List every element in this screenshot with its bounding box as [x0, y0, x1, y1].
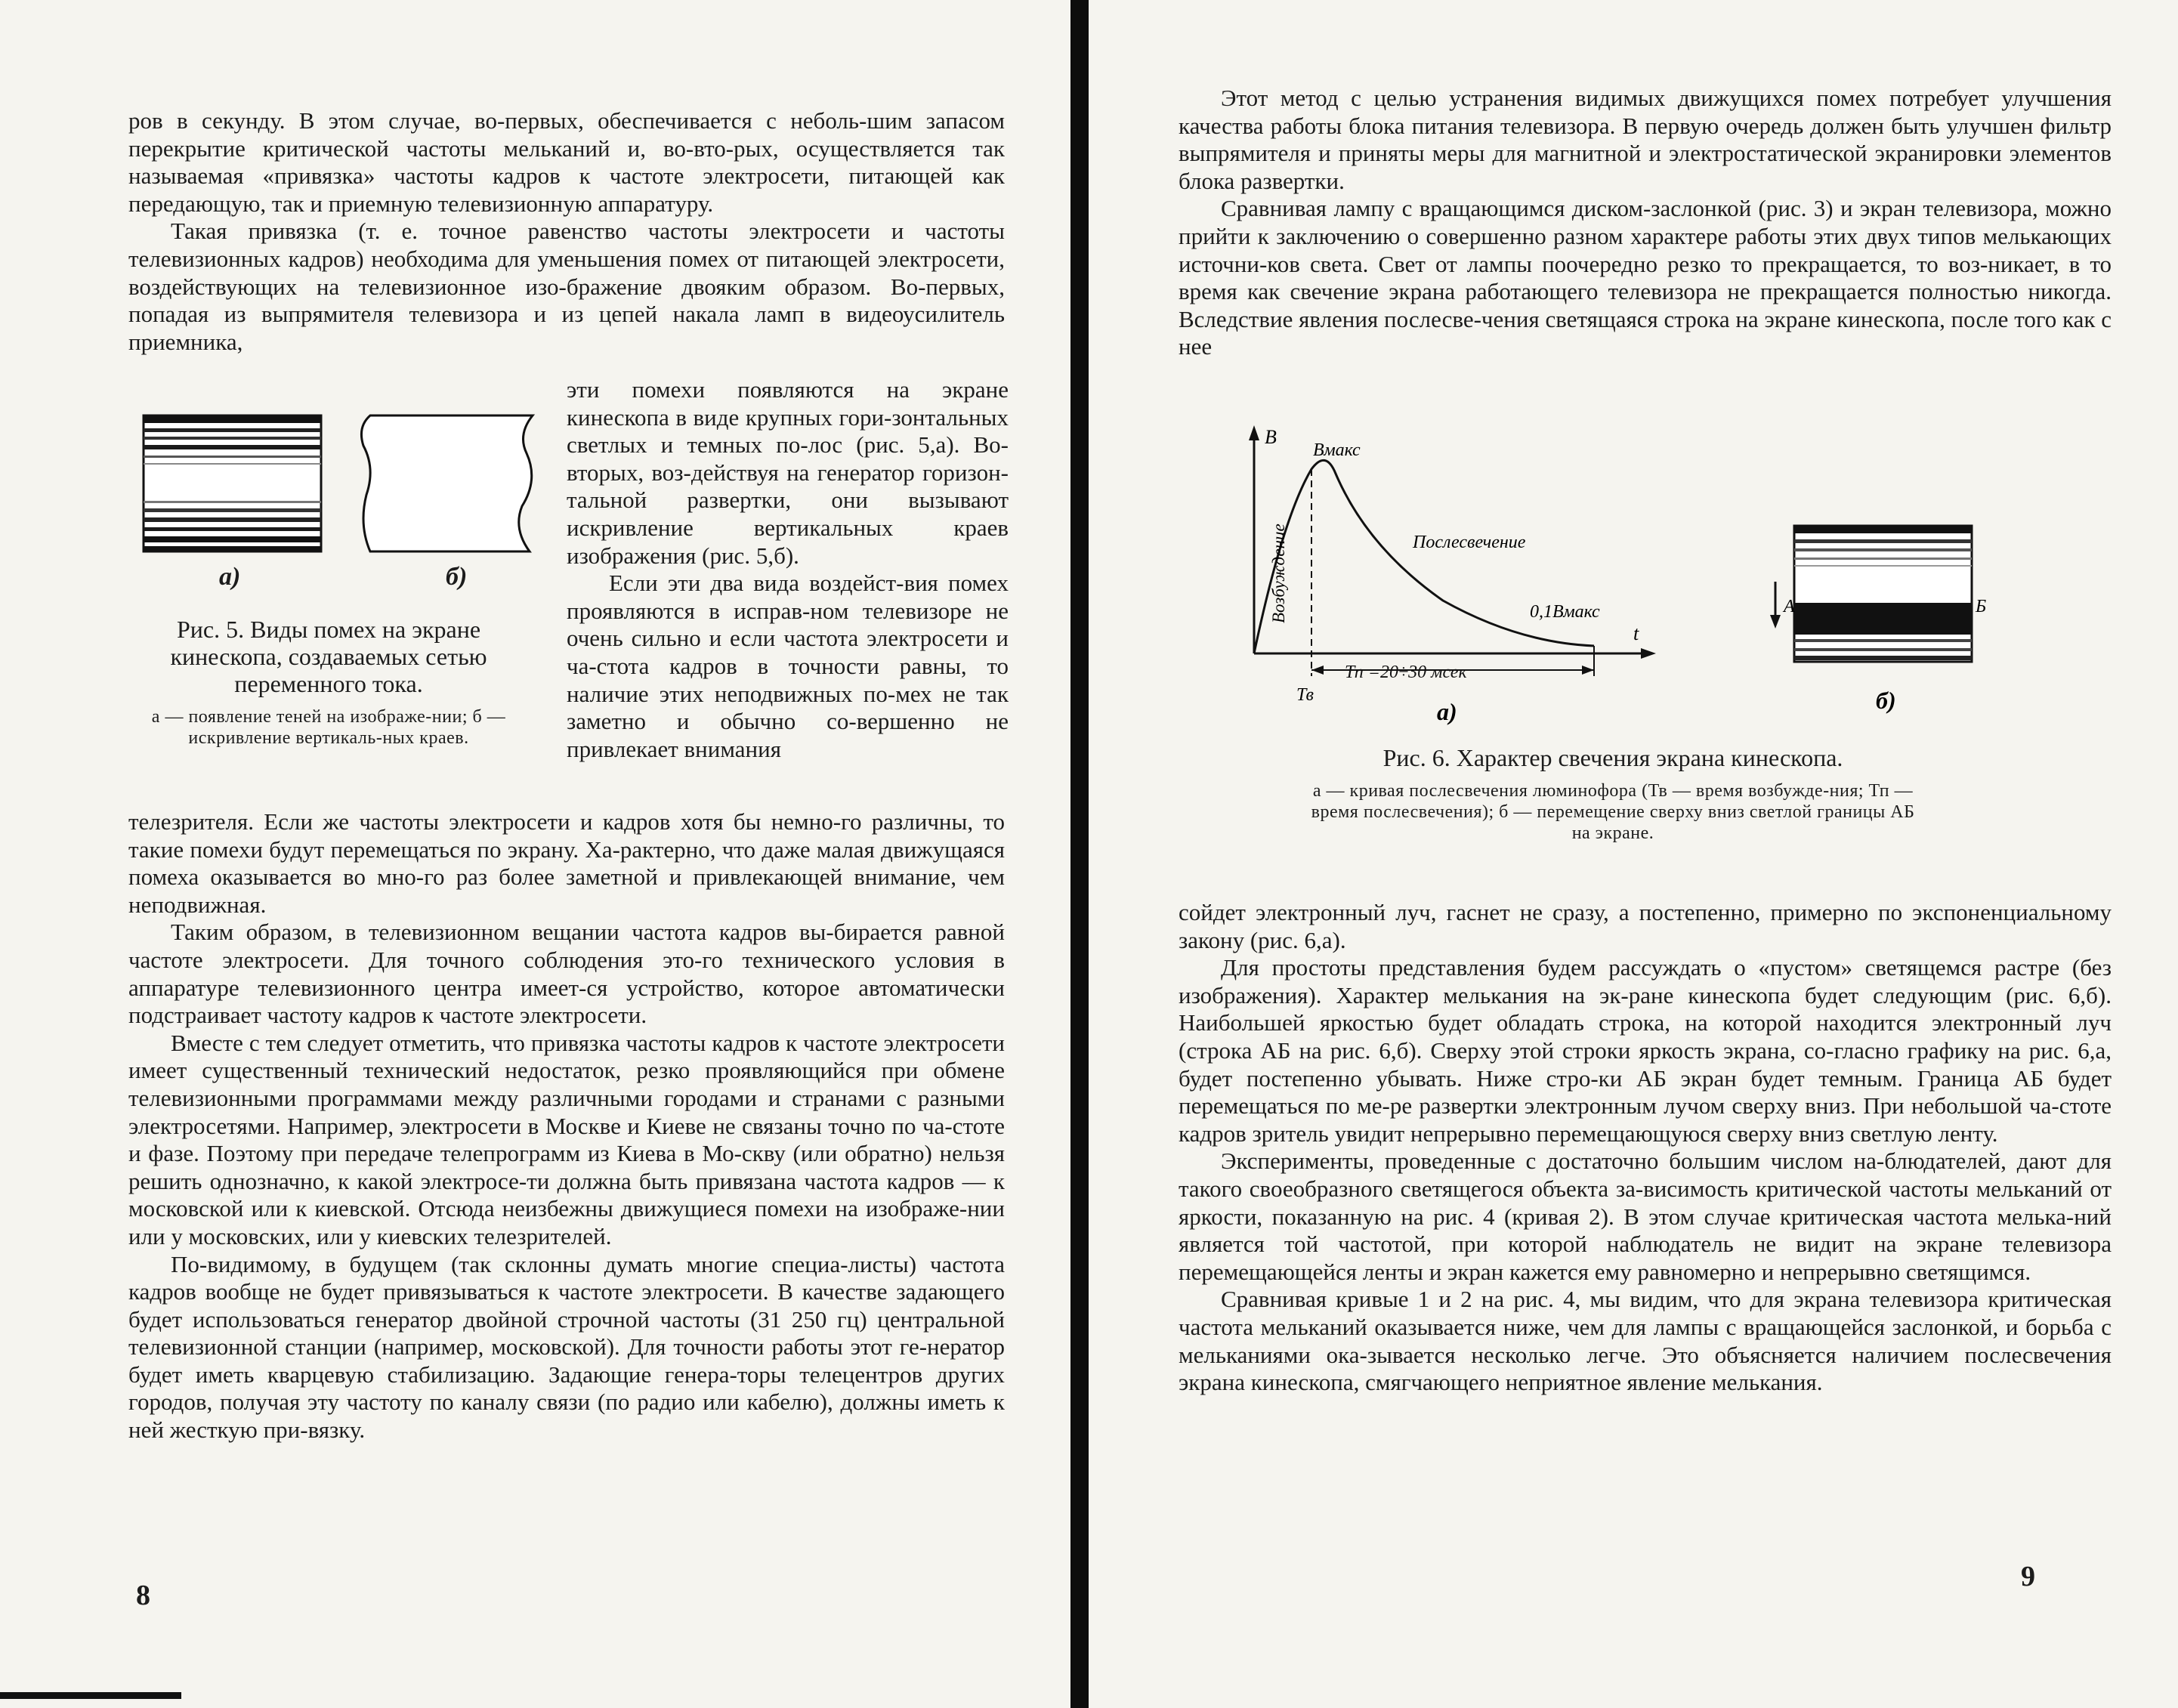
figure-6b-screen-diagram — [1741, 514, 1987, 718]
tv-label: Тв — [1296, 685, 1314, 705]
paragraph: Для простоты представления будем рассуждать о «пустом» светящемся растре (без изображения). Характер мелькания на эк-ране кинескопа будет следующим (рис. 6,б). Наибольшей яркостью будет обладать строка, на которой находится электронный луч (строка АБ на рис. 6,б). Сверху этой строки яркость экрана, со-гласно графику на рис. 6,а, будет постепенно убывать. Ниже стро-ки АБ экран будет темным. Граница АБ будет перемещаться по ме-ре развертки электронным лучом сверху вниз. При небольшой ча-стоте кадров зритель увидит непрерывно перемещающуюся сверху вниз светлую ленту. — [1179, 954, 2112, 1147]
marker-b: Б — [1976, 597, 1987, 616]
figure-5-caption-title: Рис. 5. Виды помех на экране кинескопа, создаваемых сетью переменного тока. — [170, 616, 487, 697]
tp-label: Тп =20÷30 мсек — [1345, 663, 1467, 682]
figure-5-caption-subtitle: а — появление теней на изображе-нии; б — искривление вертикаль-ных краев. — [151, 707, 506, 748]
figure-6-caption-title: Рис. 6. Характер свечения экрана кинескопа. — [1382, 744, 1843, 771]
paragraph: Эксперименты, проведенные с достаточно большим числом на-блюдателей, дают для такого своеобразного светящегося объекта за-висимость критической частоты мельканий от яркости, показанную на рис. 4 (кривая 2). В этом случае критическая частота мелька-ний является той частотой, при которой наблюдатель не видит на экране телевизора перемещающейся ленты и экран кажется ему равномерно и непрерывно светящимся. — [1179, 1147, 2112, 1285]
marker-a: А — [1784, 597, 1795, 616]
figure-5-label-a: а) — [219, 563, 241, 591]
afterglow-curve — [1254, 460, 1594, 653]
paragraph: Этот метод с целью устранения видимых движущихся помех потребует улучшения качества работы блока питания телевизора. В первую очередь должен быть улучшен фильтр выпрямителя и приняты меры для магнитной и электростатической экранировки элементов блока развертки. — [1179, 85, 2112, 194]
left-text-beside-figure — [567, 376, 1009, 763]
paragraph: Такая привязка (т. е. точное равенство частоты электросети и частоты телевизионных кадров) необходима для уменьшения помех от питающей электросети, воздействующих на телевизионное изо-бражение двояким образом. Во-первых, попадая из выпрямителя телевизора и из цепей накала ламп в видеоусилитель приемника, — [128, 218, 1005, 355]
paragraph: По-видимому, в будущем (так склонны думать многие специа-листы) частота кадров вообще не будет привязываться к частоте электросети. В качестве задающего будет использоваться генератор двойной строчной частоты (31 250 гц) центральной телевизионной станции (например, московской). Для точности работы этот ге-нератор будет иметь кварцевую стабилизацию. Задающие генера-торы телецентров других городов, получая эту частоту по каналу связи (по радио или кабелю), должны иметь к ней жесткую при-вязку. — [128, 1250, 1005, 1444]
peak-label: Вмакс — [1313, 440, 1361, 460]
level-label: 0,1Вмакс — [1530, 602, 1600, 622]
afterglow-label: Послесвечение — [1413, 533, 1526, 552]
y-axis-arrow — [1249, 425, 1259, 440]
paragraph: Если эти два вида воздейст-вия помех проявляются в исправ-ном телевизоре не очень сильно и если частота электросети и ча-стота кадров в точности равны, то наличие этих неподвижных по-мех не так заметно и обычно со-вершенно не привлекает внимания — [567, 570, 1009, 762]
figure-5-caption — [125, 616, 533, 749]
paragraph: эти помехи появляются на экране кинескопа в виде крупных гори-зонтальных светлых и темных по-лос (рис. 5,а). Во-вторых, воз-действуя на генератор горизон-тальной развертки, они вызывают искривление вертикальных краев изображения (рис. 5,б). — [567, 376, 1009, 569]
page-number: 9 — [2021, 1561, 2035, 1592]
paragraph: Сравнивая кривые 1 и 2 на рис. 4, мы видим, что для экрана телевизора критическая частота мельканий оказывается ниже, чем для лампы с вращающейся заслонкой, и борьба с мельканиями ока-зывается несколько легче. Это объясняется наличием послесвечения экрана кинескопа, смягчающего неприятное явление мелькания. — [1179, 1286, 2112, 1396]
x-axis-label: t — [1633, 622, 1639, 644]
dark-region — [1794, 603, 1972, 635]
paragraph: Таким образом, в телевизионном вещании частота кадров вы-бирается равной частоте электросети. Для точного соблюдения это-го технического условия в аппаратуре телевизионного центра имеет-ся устройство, которое автоматически подстраивает частоту кадров к частоте электросети. — [128, 919, 1005, 1029]
left-text-bottom — [128, 808, 1005, 1444]
figure-6-label-a: а) — [1437, 698, 1457, 725]
paragraph: сойдет электронный луч, гаснет не сразу, а постепенно, примерно по экспоненциальному закону (рис. 6,а). — [1179, 899, 2112, 953]
figure-6-caption-subtitle: а — кривая послесвечения люминофора (Тв — время возбужде-ния; Тп — время послесвечения); б — перемещение сверху вниз светлой границы АБ на экране. — [1311, 781, 1915, 843]
x-axis-arrow — [1641, 648, 1656, 659]
screen-shadows-diagram — [144, 415, 321, 551]
left-text-top — [128, 107, 1005, 356]
paragraph: ров в секунду. В этом случае, во-первых, обеспечивается с неболь-шим запасом перекрытие критической частоты мельканий и, во-вто-рых, осуществляется так называемая «привязка» частоты кадров к частоте электросети, питающей как передающую, так и приемную телевизионную аппаратуру. — [128, 107, 1005, 217]
figure-5-label-b: б) — [446, 563, 468, 591]
figure-6-caption — [1235, 744, 1991, 844]
left-page — [0, 0, 1058, 1708]
paragraph: телезрителя. Если же частоты электросети и кадров хотя бы немно-го различны, то такие помехи будут перемещаться по экрану. Ха-рактерно, что даже малая движущаяся помеха оказывается во мно-го раз более заметной и привлекающей внимание, чем неподвижная. — [128, 808, 1005, 918]
right-page — [1111, 0, 2178, 1708]
figure-6-label-b: б) — [1876, 687, 1896, 714]
book-spine — [1070, 0, 1089, 1708]
paragraph: Вместе с тем следует отметить, что привязка частоты кадров к частоте электросети имеет существенный технический недостаток, резко проявляющийся при обмене телевизионными программами между различными городами и странами с разными электросетями. Например, электросети в Москве и Киеве не связаны точно по ча-стоте и фазе. Поэтому при передаче телепрограмм из Киева в Мо-скву (или обратно) нельзя решить однозначно, к какой электросе-ти должна быть привязана частота кадров — к московской или к киевской. Отсюда неизбежны движущиеся помехи на изображе-нии или у московских, или у киевских телезрителей. — [128, 1029, 1005, 1249]
tp-arrow-right — [1582, 666, 1594, 675]
right-text-bottom — [1179, 899, 2112, 1397]
curved-edges-diagram — [361, 415, 533, 551]
page-number: 8 — [136, 1580, 150, 1611]
figure-6a-afterglow-chart — [1239, 419, 1662, 729]
paragraph: Сравнивая лампу с вращающимся диском-заслонкой (рис. 3) и экран телевизора, можно прийти к заключению о совершенно разном характере работы этих двух типов мелькающих источни-ков света. Свет от лампы поочередно резко то прекращается, то воз-никает, в то время как свечение экрана работающего телевизора не прекращается полностью никогда. Вследствие явления послесве-чения светящаяся строка на экране кинескопа, после того как с нее — [1179, 195, 2112, 360]
tp-arrow-left — [1311, 666, 1324, 675]
excitation-label: Возбуждение — [1269, 524, 1288, 623]
right-text-top — [1179, 85, 2112, 361]
downward-arrowhead — [1770, 615, 1781, 629]
figure-5-diagrams — [140, 412, 563, 563]
y-axis-label: В — [1265, 426, 1277, 448]
